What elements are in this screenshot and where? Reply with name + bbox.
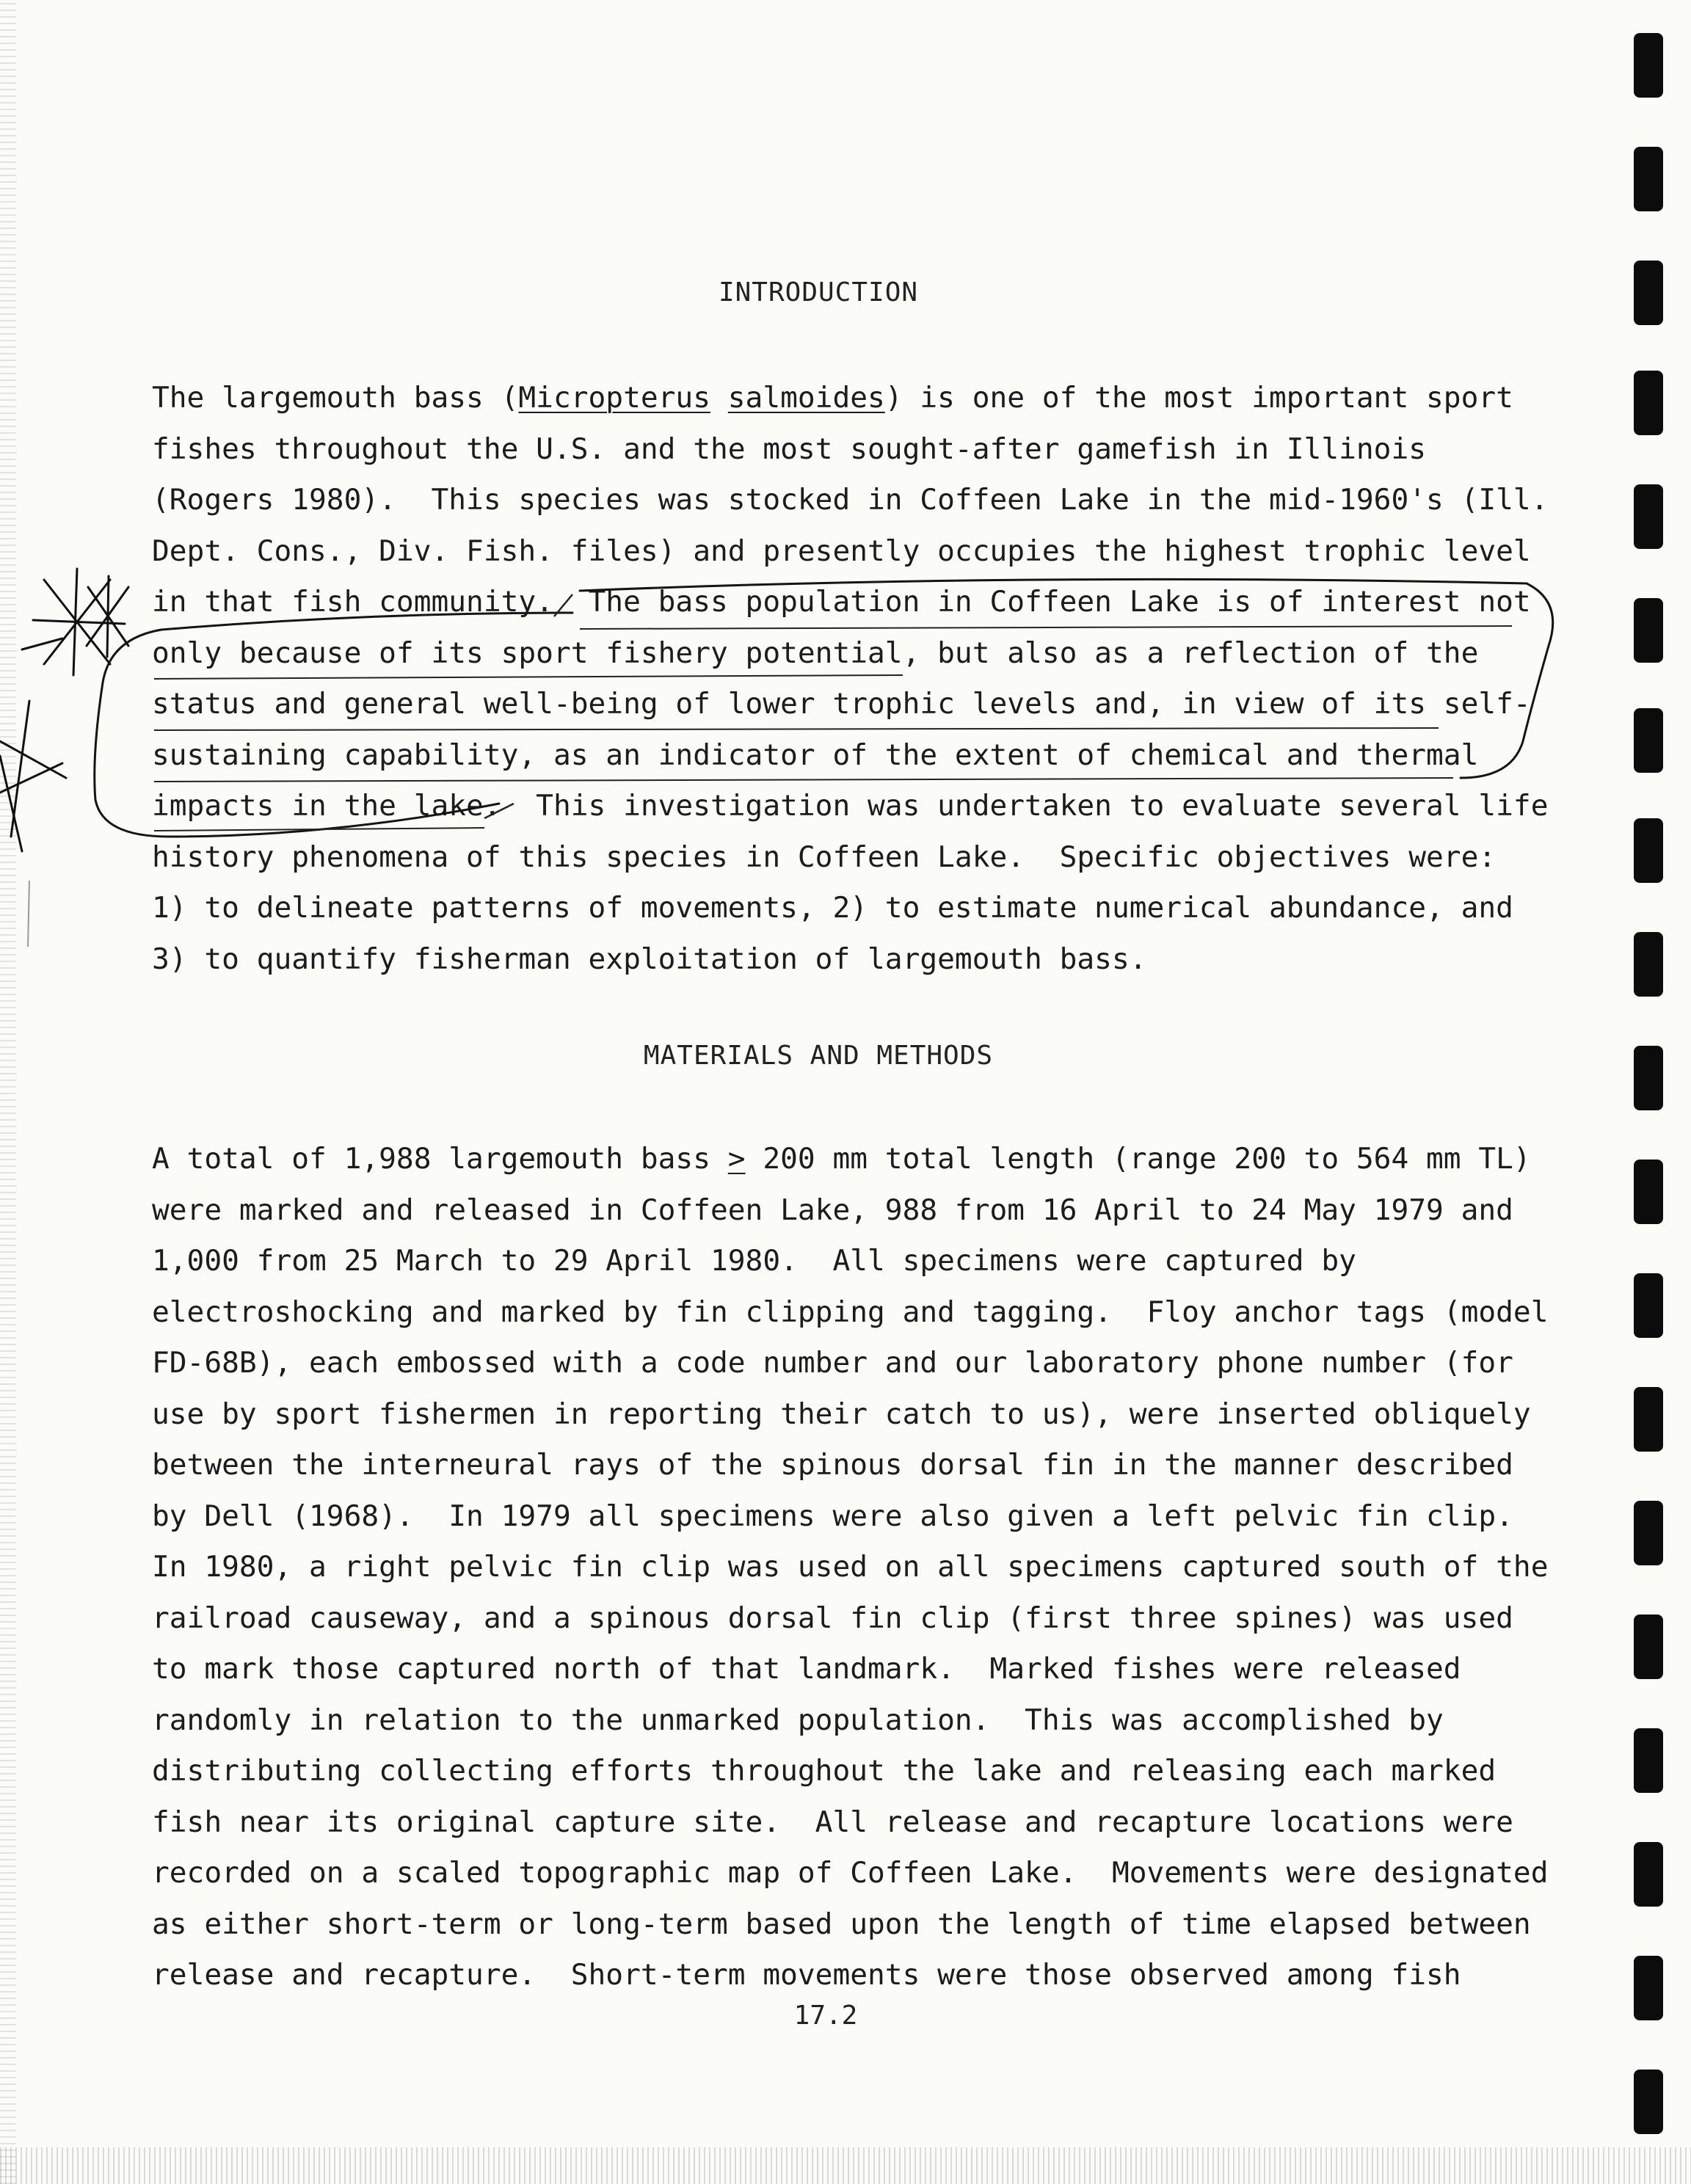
text-run: by Dell (1968). In 1979 all specimens were also given a left pelvic fin clip. — [152, 1499, 1513, 1533]
text-line — [152, 883, 1517, 934]
text-line — [152, 1287, 1549, 1339]
text-run: (Rogers 1980). This species was stocked in Coffeen Lake in the mid-1960's (Ill. — [152, 483, 1549, 517]
text-line — [152, 832, 1517, 884]
text-line — [152, 475, 1549, 526]
text-run: railroad causeway, and a spinous dorsal fin clip (first three spines) was used — [152, 1601, 1513, 1635]
margin-star-marks — [0, 569, 128, 851]
binding-hole — [1634, 598, 1663, 663]
text-run: to mark those captured north of that landmark. Marked fishes were released — [152, 1652, 1461, 1686]
text-line — [152, 1797, 1517, 1849]
binding-hole — [1634, 1387, 1663, 1452]
text-line — [152, 1950, 1517, 2001]
introduction-heading: INTRODUCTION — [718, 277, 919, 307]
text-run: 1) to delineate patterns of movements, 2) to estimate numerical abundance, and — [152, 891, 1513, 925]
text-run: fishes throughout the U.S. and the most sought-after gamefish in Illinois — [152, 432, 1427, 466]
text-run: release and recapture. Short-term movements were those observed among fish — [152, 1958, 1461, 1992]
text-run: impacts in the lake. This investigation was undertaken to evaluate several life — [152, 789, 1549, 823]
scan-edge-left — [0, 0, 16, 2184]
text-run: electroshocking and marked by fin clipping and tagging. Floy anchor tags (model — [152, 1295, 1549, 1329]
text-line — [152, 1593, 1517, 1645]
text-run: as either short-term or long-term based upon the length of time elapsed between — [152, 1907, 1531, 1941]
text-line — [152, 1695, 1517, 1747]
binding-hole — [1634, 1273, 1663, 1338]
scan-edge-bottom — [0, 2147, 1691, 2184]
text-run: 200 mm total length (range 200 to 564 mm TL) — [745, 1142, 1531, 1176]
text-line — [152, 679, 1531, 730]
text-run: status and general well-being of lower trophic levels and, in view of its self- — [152, 687, 1531, 721]
text-run: randomly in relation to the unmarked population. This was accomplished by — [152, 1703, 1444, 1737]
binding-hole — [1634, 147, 1663, 211]
binding-hole — [1634, 1842, 1663, 1907]
text-line — [152, 373, 1517, 424]
text-run: FD-68B), each embossed with a code number and our laboratory phone number (for — [152, 1346, 1513, 1380]
introduction-paragraph — [152, 373, 1549, 985]
binding-hole — [1634, 932, 1663, 997]
text-run: fish near its original capture site. All release and recapture locations were — [152, 1805, 1513, 1839]
text-line — [152, 1185, 1517, 1237]
page-number: 17.2 — [793, 2001, 858, 2031]
text-line — [152, 1542, 1549, 1593]
text-run: Dept. Cons., Div. Fish. files) and presently occupies the highest trophic level — [152, 534, 1531, 568]
materials-methods-paragraph — [152, 1134, 1549, 2001]
text-run: use by sport fishermen in reporting their catch to us), were inserted obliquely — [152, 1397, 1531, 1431]
text-line — [152, 526, 1531, 578]
text-line — [152, 934, 1517, 986]
binding-hole — [1634, 1728, 1663, 1793]
text-run: between the interneural rays of the spinous dorsal fin in the manner described — [152, 1448, 1513, 1482]
text-line — [152, 1644, 1517, 1695]
text-line — [152, 1236, 1517, 1287]
text-run: recorded on a scaled topographic map of Coffeen Lake. Movements were designated — [152, 1856, 1549, 1890]
binding-holes — [1634, 0, 1668, 2184]
binding-hole — [1634, 2070, 1663, 2134]
text-line — [152, 1746, 1517, 1797]
binding-hole — [1634, 371, 1663, 435]
text-run: In 1980, a right pelvic fin clip was used on all specimens captured south of the — [152, 1550, 1549, 1584]
materials-methods-heading: MATERIALS AND METHODS — [643, 1041, 994, 1071]
text-line — [152, 781, 1549, 832]
text-run: A total of 1,988 largemouth bass — [152, 1142, 728, 1176]
binding-hole — [1634, 708, 1663, 773]
text-run: in that fish community. The bass population in Coffeen Lake is of interest not — [152, 585, 1531, 619]
text-line — [152, 424, 1517, 476]
binding-hole — [1634, 484, 1663, 549]
text-line — [152, 1338, 1517, 1389]
underlined-text-run: salmoides — [727, 381, 885, 415]
binding-hole — [1634, 1160, 1663, 1224]
text-line — [152, 577, 1531, 628]
text-run: ) is one of the most important sport — [884, 381, 1513, 415]
binding-hole — [1634, 1501, 1663, 1565]
text-line — [152, 1389, 1531, 1441]
binding-hole — [1634, 261, 1663, 325]
text-line — [152, 730, 1517, 782]
binding-hole — [1634, 1046, 1663, 1110]
text-line — [152, 1899, 1531, 1951]
text-line — [152, 1848, 1549, 1899]
text-run: 3) to quantify fisherman exploitation of largemouth bass. — [152, 942, 1147, 976]
binding-hole — [1634, 818, 1663, 883]
underlined-text-run: Micropterus — [518, 381, 710, 415]
text-line — [152, 1491, 1517, 1543]
text-run: only because of its sport fishery potential, but also as a reflection of the — [152, 636, 1479, 670]
underlined-text-run: > — [727, 1142, 746, 1176]
binding-hole — [1634, 1956, 1663, 2020]
text-run: 1,000 from 25 March to 29 April 1980. All specimens were captured by — [152, 1244, 1356, 1278]
text-run: distributing collecting efforts throughout the lake and releasing each marked — [152, 1754, 1497, 1788]
text-line — [152, 628, 1517, 680]
text-line — [152, 1134, 1531, 1185]
text-run: The largemouth bass ( — [152, 381, 519, 415]
text-run: were marked and released in Coffeen Lake, 988 from 16 April to 24 May 1979 and — [152, 1193, 1513, 1227]
binding-hole — [1634, 33, 1663, 98]
margin-faint-line — [28, 881, 29, 947]
text-run — [710, 381, 728, 415]
binding-hole — [1634, 1615, 1663, 1679]
text-run: sustaining capability, as an indicator of the extent of chemical and thermal — [152, 738, 1479, 772]
text-run: history phenomena of this species in Coffeen Lake. Specific objectives were: — [152, 840, 1497, 874]
text-line — [152, 1440, 1517, 1491]
